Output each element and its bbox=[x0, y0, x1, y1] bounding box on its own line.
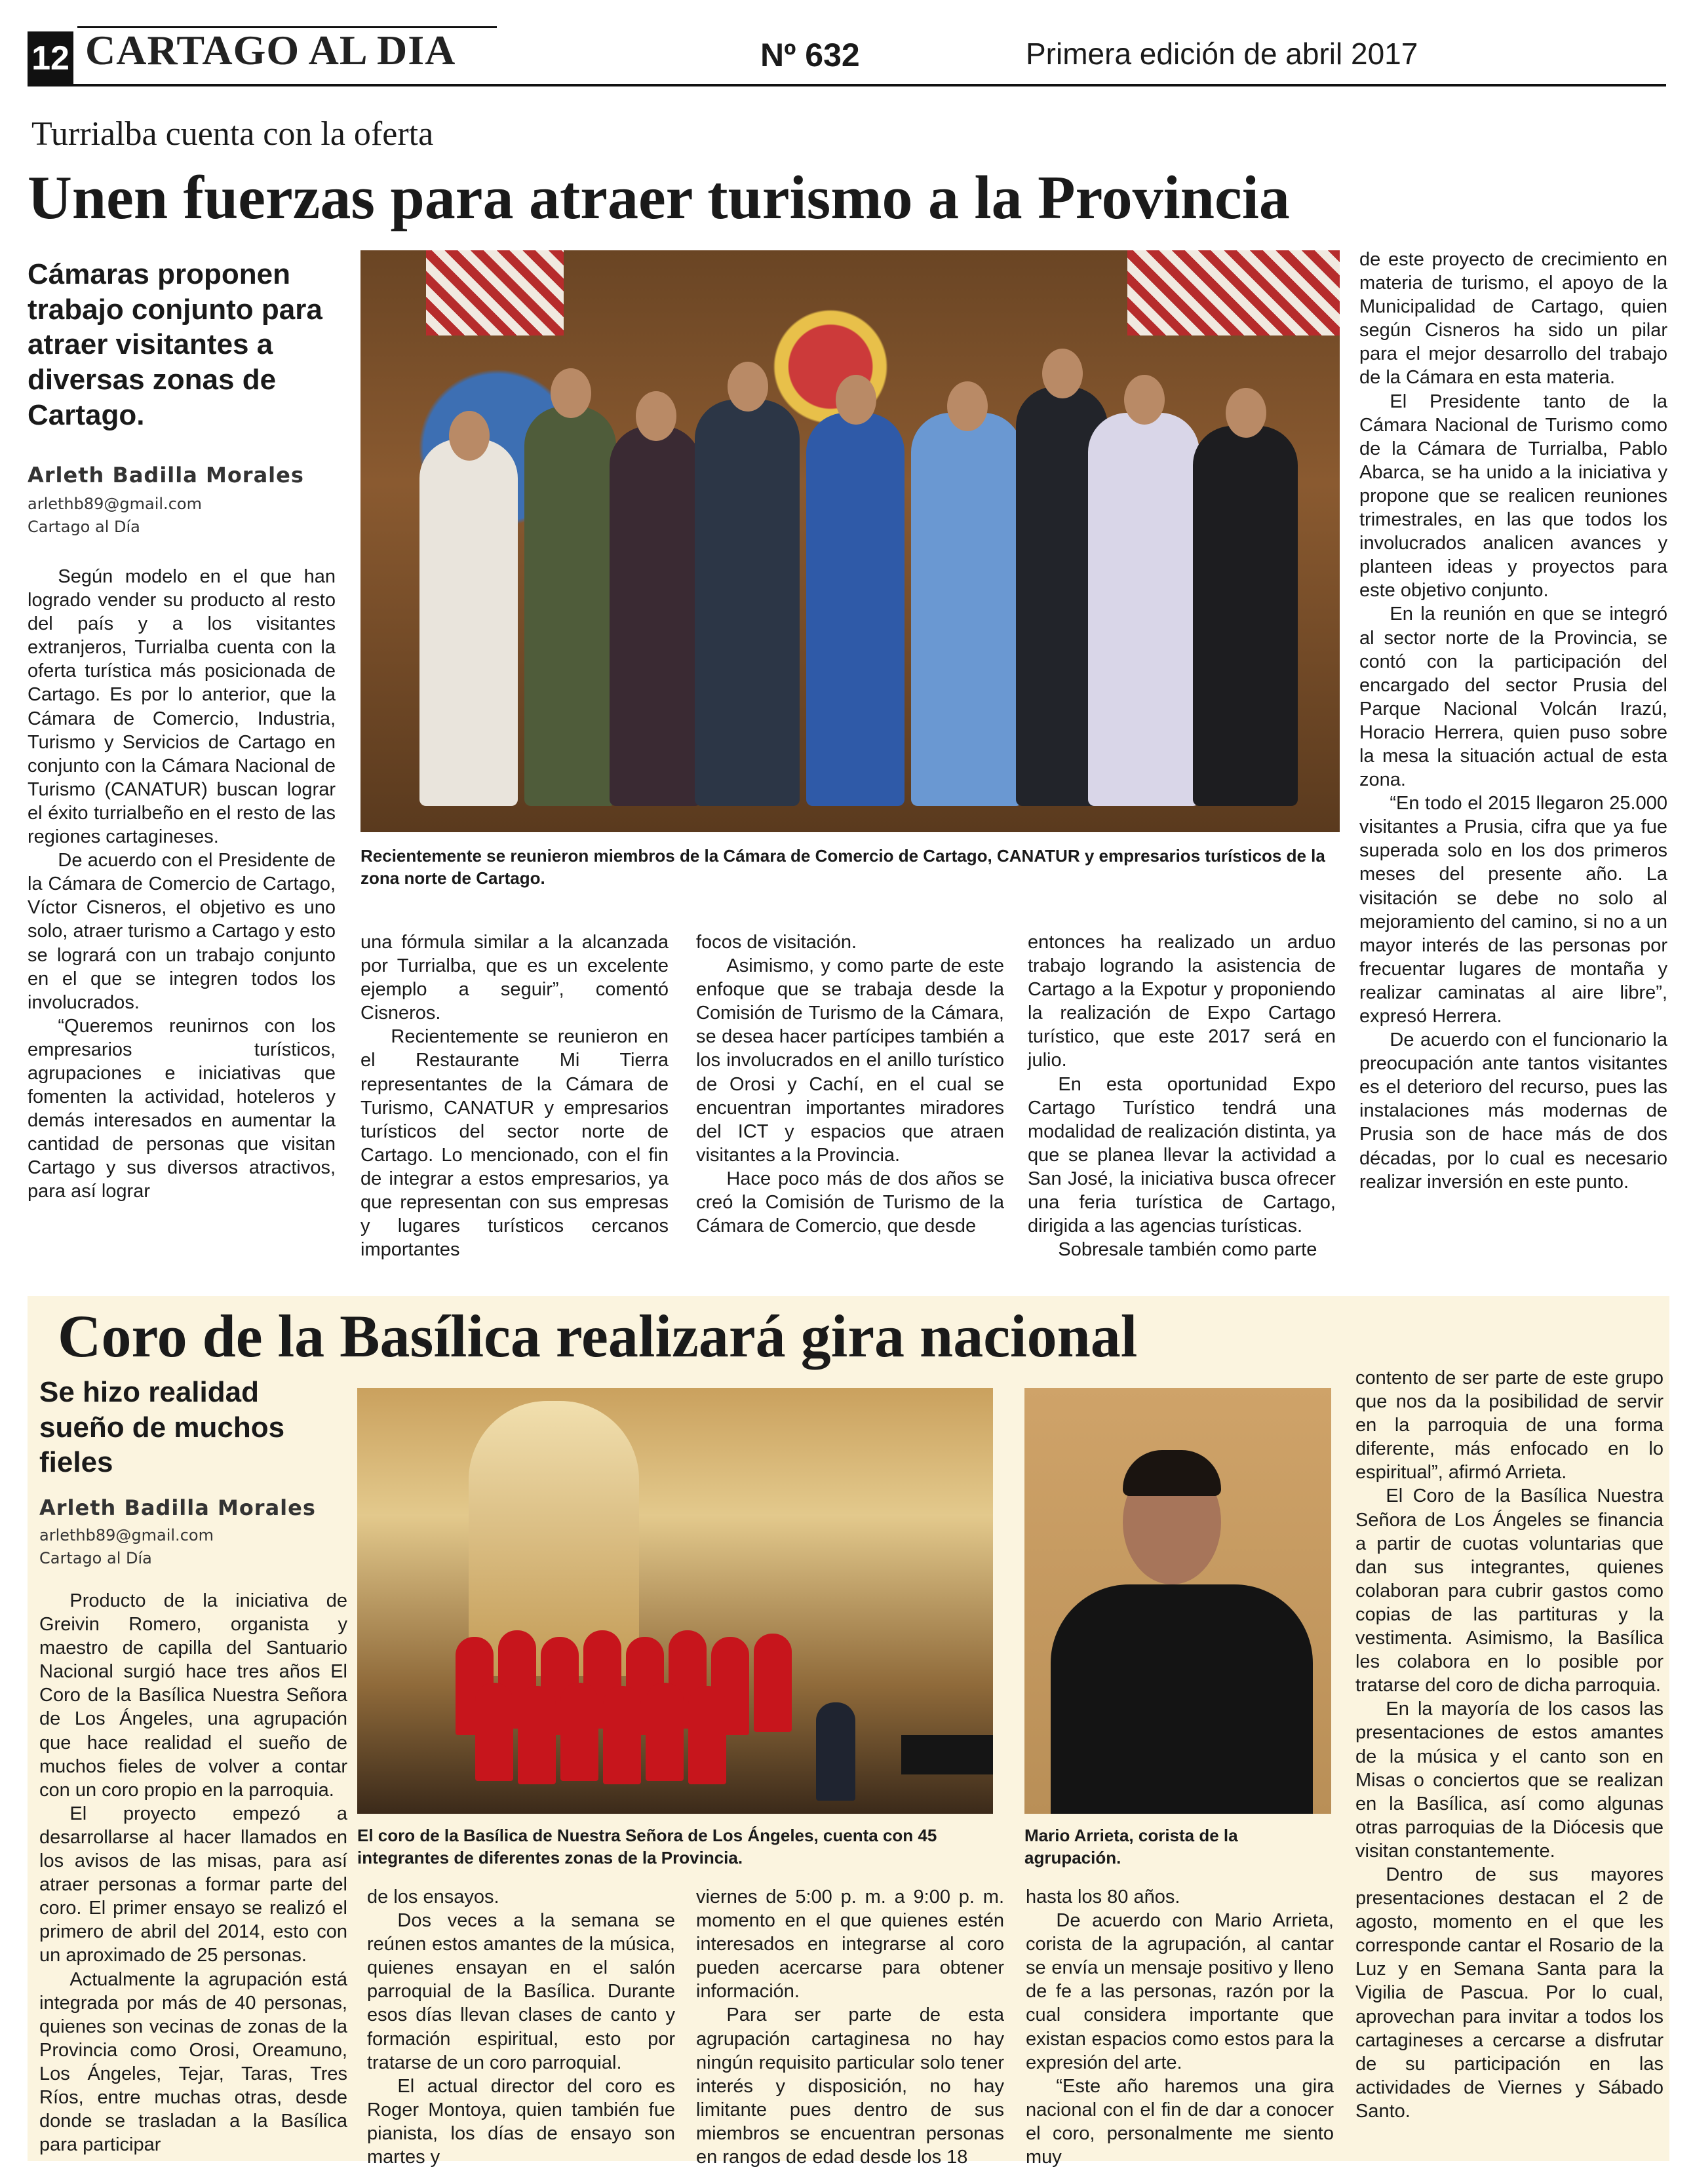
header-rule bbox=[28, 84, 1666, 86]
paragraph: viernes de 5:00 p. m. a 9:00 p. m. momento en el que quienes estén interesados en integrarse al coro pueden acercarse para obtener información. bbox=[696, 1887, 1004, 2002]
paragraph: contento de ser parte de este grupo que nos da la posibilidad de servir en la parroquia de una forma diferente, más enfocado en lo espiritual”, afirmó Arrieta. bbox=[1355, 1368, 1664, 1484]
person bbox=[524, 406, 616, 806]
paragraph: de los ensayos. bbox=[367, 1887, 499, 1907]
paragraph: Recientemente se reunieron en el Restaurante Mi Tierra representantes de la Cámara de Turismo, CANATUR y empresarios turísticos del sector norte de Cartago. Lo mencionado, con el fin de integrar a estos empresarios, ya que representan con sus empresas y lugares turísticos cercanos importantes bbox=[360, 1026, 669, 1261]
mario-arrieta-portrait bbox=[1024, 1388, 1331, 1814]
paragraph: Hace poco más de dos años se creó la Comisión de Turismo de la Cámara de Comercio, que desde bbox=[696, 1168, 1004, 1237]
paragraph: “Queremos reunirnos con los empresarios turísticos, agrupaciones e iniciativas que fomenten la actividad, hoteleros y demás interesados en aumentar la cantidad de personas que visitan Cartago y sus diversos atractivos, para así lograr bbox=[28, 1015, 336, 1202]
curtain-decoration bbox=[426, 250, 564, 335]
page-number: 12 bbox=[28, 31, 73, 85]
article1-column-5 bbox=[1359, 248, 1667, 1194]
person-head bbox=[947, 381, 988, 431]
choir-singer bbox=[518, 1686, 556, 1784]
person-head bbox=[836, 375, 876, 425]
paragraph: “En todo el 2015 llegaron 25.000 visitantes a Prusia, cifra que ya fue superada solo en los dos primeros meses del presente año. La visitación se debe no solo al mejoramiento del camino, si no a un mayor interés de las personas por frecuentar lugares de montaña y realizar caminatas al aire libre”, expresó Herrera. bbox=[1359, 793, 1667, 1027]
choir-director bbox=[816, 1702, 855, 1801]
choir-singer bbox=[754, 1634, 792, 1732]
person-head bbox=[551, 368, 591, 418]
article2-byline-meta bbox=[39, 1524, 214, 1570]
meeting-group-photo bbox=[360, 250, 1340, 832]
paragraph: Dos veces a la semana se reúnen estos amantes de la música, quienes ensayan en el salón parroquial de la Basílica. Durante esos días llevan clases de canto y formación espiritual, esto por tratarse de un coro parroquial. bbox=[367, 1910, 675, 2073]
paragraph: El Presidente tanto de la Cámara Nacional de Turismo como de la Cámara de Turrialba, Pablo Abarca, se ha unido a la iniciativa y propone que se realicen reuniones trimestrales, en las que todos los involucrados analicen avances y planteen ideas y proyectos para este objetivo conjunto. bbox=[1359, 391, 1667, 602]
article2-subheadline: Se hizo realidad sueño de muchos fieles bbox=[39, 1376, 285, 1479]
article1-author: Arleth Badilla Morales bbox=[28, 463, 304, 488]
article1-column-3 bbox=[696, 930, 1004, 1238]
paragraph: Dentro de sus mayores presentaciones destacan el 2 de agosto, momento en el que les corresponde cantar el Rosario de la Luz y en Semana Santa para la Vigilia de Pascua. Por lo cual, aprovechan para invitar a todos los cartagineses a cercarse a disfrutar de su participación en las actividades de Viernes y Sábado Santo. bbox=[1355, 1864, 1664, 2122]
choir-singer bbox=[475, 1683, 513, 1781]
paragraph: de este proyecto de crecimiento en materia de turismo, el apoyo de la Municipalidad de Cartago, quien según Cisneros ha sido un pilar para el mejor desarrollo del trabajo de la Cámara en esta materia. bbox=[1359, 249, 1667, 389]
article2-column-2 bbox=[367, 1885, 675, 2169]
paragraph: El actual director del coro es Roger Montoya, quien también fue pianista, los días de ensayo son martes y bbox=[367, 2075, 675, 2168]
person bbox=[1193, 426, 1298, 806]
paragraph: Según modelo en el que han logrado vender su producto al resto del país y a los visitantes extranjeros, Turrialba cuenta con la oferta turística más posicionada de Cartago. Es por lo anterior, que la Cámara de Comercio, Industria, Turismo y Servicios de Cartago en conjunto con la Cámara Nacional de Turismo (CANATUR) buscan lograr el éxito turrialbeño en el resto de las regiones cartagineses. bbox=[28, 566, 336, 848]
paragraph: una fórmula similar a la alcanzada por Turrialba, que es un excelente ejemplo a seguir”, comentó Cisneros. bbox=[360, 932, 669, 1024]
paragraph: Producto de la iniciativa de Greivin Romero, organista y maestro de capilla del Santuario Nacional surgió hace tres años El Coro de la Basílica Nuestra Señora de Los Ángeles, una agrupación que hace realidad el sueño de muchos fieles de volver a contar con un coro propio en la parroquia. bbox=[39, 1590, 347, 1801]
article1-headline: Unen fuerzas para atraer turismo a la Provincia bbox=[28, 164, 1290, 232]
paragraph: Asimismo, y como parte de este enfoque que se trabaja desde la Comisión de Turismo de la Cámara, se desea hacer partícipes también a los involucrados en el anillo turístico de Orosi y Cachí, en el cual se encuentran importantes miradores del ICT y espacios que atraen visitantes a la Provincia. bbox=[696, 955, 1004, 1166]
paragraph: En esta oportunidad Expo Cartago Turístico tendrá una modalidad de realización distinta, ya que se planea llevar la actividad a San José, la iniciativa busca ofrecer una feria turística de Cartago, dirigida a las agencias turísticas. bbox=[1028, 1073, 1336, 1237]
newspaper-logo: CARTAGO AL DIA bbox=[85, 27, 456, 73]
paragraph: hasta los 80 años. bbox=[1026, 1887, 1180, 1907]
person bbox=[610, 426, 701, 806]
choir-photo-caption: El coro de la Basílica de Nuestra Señora de Los Ángeles, cuenta con 45 integrantes de diferentes zonas de la Provincia. bbox=[357, 1826, 937, 1868]
person-head bbox=[1124, 375, 1165, 425]
article1-outlet: Cartago al Día bbox=[28, 517, 140, 536]
article2-outlet: Cartago al Día bbox=[39, 1548, 152, 1567]
choir-singer bbox=[688, 1686, 726, 1784]
curtain-decoration bbox=[1127, 250, 1340, 335]
article1-byline-meta bbox=[28, 493, 202, 539]
issue-number: Nº 632 bbox=[760, 37, 860, 73]
choir-photo bbox=[357, 1388, 993, 1814]
person-head bbox=[1226, 388, 1266, 438]
article2-column-5 bbox=[1355, 1366, 1664, 2123]
article2-email: arlethb89@gmail.com bbox=[39, 1526, 214, 1544]
article2-headline: Coro de la Basílica realizará gira nacional bbox=[58, 1303, 1138, 1370]
person bbox=[806, 413, 905, 806]
article2-column-3 bbox=[696, 1885, 1004, 2169]
choir-singer bbox=[646, 1683, 684, 1781]
edition-date: Primera edición de abril 2017 bbox=[1026, 37, 1418, 71]
person-head bbox=[1042, 349, 1083, 398]
paragraph: El proyecto empezó a desarrollarse al hacer llamados en los avisos de las misas, para así atraer personas a formar parte del coro. El primer ensayo se realizó el primero de abril del 2014, esto con un aproximado de 25 personas. bbox=[39, 1803, 347, 1966]
article1-column-1 bbox=[28, 565, 336, 1204]
paragraph: En la reunión en que se integró al sector norte de la Provincia, se contó con la participación del encargado del sector Prusia del Parque Nacional Volcán Irazú, Horacio Herrera, quien puso sobre la mesa la situación actual de esta zona. bbox=[1359, 603, 1667, 791]
choir-singer bbox=[560, 1683, 598, 1781]
person bbox=[911, 413, 1022, 806]
person-head bbox=[636, 391, 676, 441]
article1-column-2 bbox=[360, 930, 669, 1261]
person bbox=[419, 439, 518, 806]
article1-email: arlethb89@gmail.com bbox=[28, 495, 202, 513]
article2-column-4 bbox=[1026, 1885, 1334, 2169]
paragraph: focos de visitación. bbox=[696, 932, 857, 953]
paragraph: En la mayoría de los casos las presentaciones de estos amantes de la música y el canto son en Misas o conciertos que se realizan en la Basílica, así como algunas otras parroquias de la Diócesis que visitan constantemente. bbox=[1355, 1698, 1664, 1862]
paragraph: De acuerdo con Mario Arrieta, corista de la agrupación, al cantar se envía un mensaje positivo y lleno de fe a las personas, razón por la cual considera importante que existan espacios como estos para la expresión del arte. bbox=[1026, 1910, 1334, 2073]
paragraph: El Coro de la Basílica Nuestra Señora de Los Ángeles se financia a partir de cuotas voluntarias que dan sus integrantes, quienes colaboran para cubrir gastos como copias de las partituras y la vestimenta. Asimismo, la Basílica les colabora en lo posible por tratarse del coro de dicha parroquia. bbox=[1355, 1485, 1664, 1696]
article1-column-4 bbox=[1028, 930, 1336, 1261]
paragraph: “Este año haremos una gira nacional con el fin de dar a conocer el coro, personalmente me siento muy bbox=[1026, 2075, 1334, 2168]
piano bbox=[901, 1735, 993, 1774]
paragraph: De acuerdo con el Presidente de la Cámara de Comercio de Cartago, Víctor Cisneros, el objetivo es uno solo, atraer turismo a Cartago y esto se logrará con un trabajo conjunto en el que se integren todos los involucrados. bbox=[28, 850, 336, 1013]
article2-column-1 bbox=[39, 1589, 347, 2156]
paragraph: entonces ha realizado un arduo trabajo logrando la asistencia de Cartago a la Expotur y proponiendo la realización de Expo Cartago turístico, que este 2017 será en julio. bbox=[1028, 932, 1336, 1071]
portrait-hair bbox=[1123, 1450, 1221, 1496]
article1-kicker: Turrialba cuenta con la oferta bbox=[31, 115, 434, 153]
person bbox=[695, 400, 800, 806]
choir-singer bbox=[603, 1686, 641, 1784]
person bbox=[1088, 413, 1199, 806]
paragraph: Para ser parte de esta agrupación cartaginesa no hay ningún requisito particular solo tener interés y disposición, no hay limitante pues dentro de sus miembros se encuentran personas en rangos de edad desde los 18 bbox=[696, 2004, 1004, 2168]
portrait-jacket bbox=[1051, 1584, 1313, 1814]
paragraph: De acuerdo con el funcionario la preocupación ante tantos visitantes es el deterioro del recurso, pues las instalaciones más modernas de Prusia son de hace más de dos décadas, por lo cual es necesario realizar inversión en este punto. bbox=[1359, 1029, 1667, 1193]
article1-photo-caption: Recientemente se reunieron miembros de la Cámara de Comercio de Cartago, CANATUR y empresarios turísticos de la zona norte de Cartago. bbox=[360, 846, 1325, 888]
paragraph: Actualmente la agrupación está integrada por más de 40 personas, quienes son vecinas de zonas de la Provincia como Orosi, Oreamuno, Los Ángeles, Tejar, Taras, Tres Ríos, entre muchas otras, desde donde se trasladan a la Basílica para participar bbox=[39, 1968, 347, 2156]
person-head bbox=[449, 411, 490, 461]
portrait-caption: Mario Arrieta, corista de la agrupación. bbox=[1024, 1826, 1238, 1868]
article2-author: Arleth Badilla Morales bbox=[39, 1495, 316, 1520]
person-head bbox=[728, 362, 768, 412]
paragraph: Sobresale también como parte bbox=[1058, 1239, 1317, 1261]
article1-subheadline: Cámaras proponen trabajo conjunto para atraer visitantes a diversas zonas de Cartago. bbox=[28, 258, 322, 431]
